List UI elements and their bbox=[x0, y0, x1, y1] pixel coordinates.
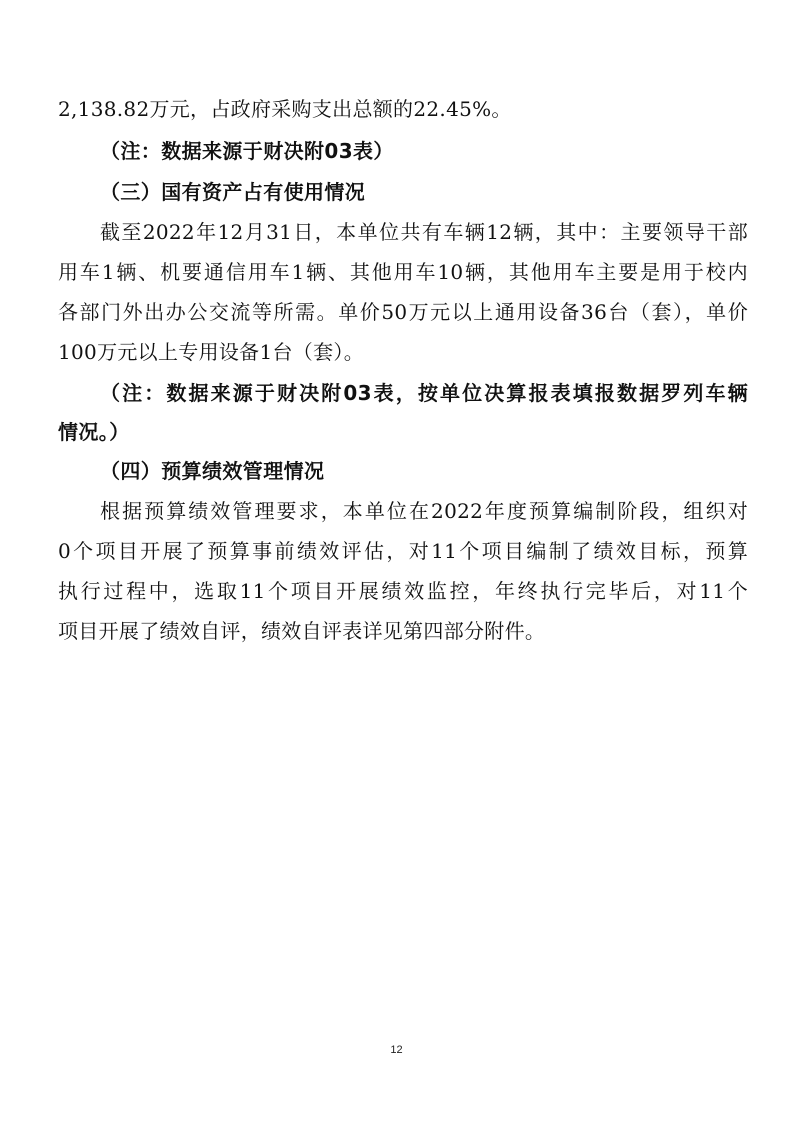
note-vehicle-source-cont: 情况。） bbox=[58, 420, 130, 444]
paragraph-line: 用车1辆、机要通信用车1辆、其他用车10辆，其他用车主要是用于校内 bbox=[58, 260, 748, 284]
section-heading-assets: （三）国有资产占有使用情况 bbox=[100, 180, 366, 204]
paragraph-line: 100万元以上专用设备1台（套）。 bbox=[58, 340, 364, 364]
paragraph-line: 0个项目开展了预算事前绩效评估，对11个项目编制了绩效目标，预算 bbox=[58, 539, 748, 563]
paragraph-line: 项目开展了绩效自评，绩效自评表详见第四部分附件。 bbox=[58, 619, 546, 643]
section-heading-performance: （四）预算绩效管理情况 bbox=[100, 459, 325, 483]
paragraph-line: 执行过程中，选取11个项目开展绩效监控，年终执行完毕后，对11个 bbox=[58, 579, 748, 603]
note-vehicle-source: （注：数据来源于财决附03表，按单位决算报表填报数据罗列车辆 bbox=[100, 381, 748, 405]
paragraph-line: 截至2022年12月31日，本单位共有车辆12辆，其中：主要领导干部 bbox=[100, 220, 748, 244]
note-source-03: （注：数据来源于财决附03表） bbox=[100, 139, 394, 163]
page-number: 12 bbox=[390, 1044, 403, 1056]
paragraph-line: 2,138.82万元，占政府采购支出总额的22.45%。 bbox=[58, 97, 512, 121]
paragraph-line: 各部门外出办公交流等所需。单价50万元以上通用设备36台（套），单价 bbox=[58, 300, 748, 324]
paragraph-line: 根据预算绩效管理要求，本单位在2022年度预算编制阶段，组织对 bbox=[100, 499, 748, 523]
